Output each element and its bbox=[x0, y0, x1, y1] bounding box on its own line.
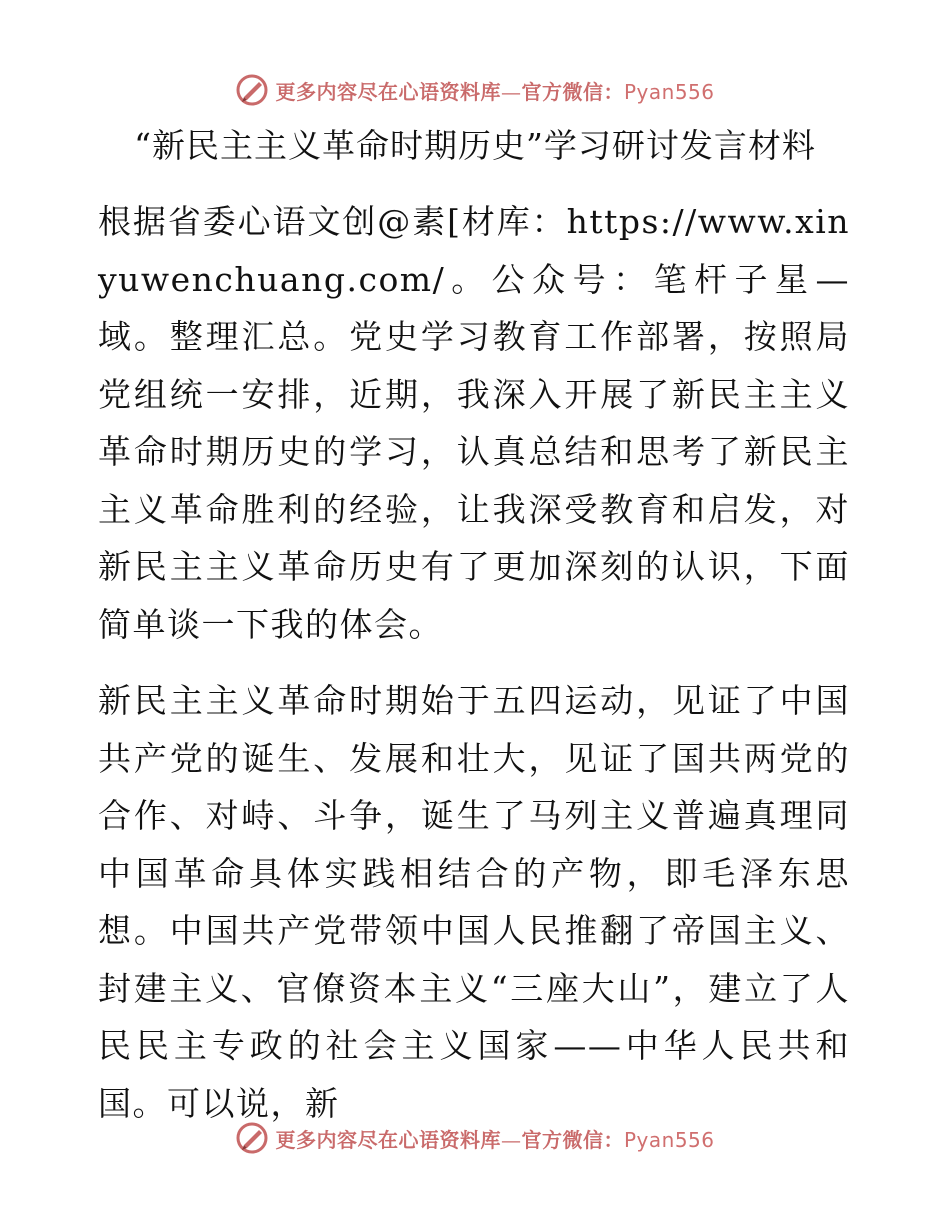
paragraph-2: 新民主主义革命时期始于五四运动，见证了中国共产党的诞生、发展和壮大，见证了国共两党的合作、对峙、斗争，诞生了马列主义普遍真理同中国革命具体实践相结合的产物，即毛泽东思想。中国共产党带领中国人民推翻了帝国主义、封建主义、官僚资本主义“三座大山”，建立了人民民主专政的社会主义国家——中华人民共和国。可以说，新 bbox=[98, 681, 850, 1123]
pen-circle-logo-icon bbox=[235, 1121, 269, 1155]
pen-circle-logo-icon bbox=[235, 73, 269, 107]
watermark-banner-bottom bbox=[0, 1118, 950, 1158]
watermark-text: 更多内容尽在心语资料库—官方微信：Pyan556 bbox=[275, 1127, 715, 1152]
paragraph-1: 根据省委心语文创@素[材库：https://www.xinyuwenchuang.com/。公众号：笔杆子星—域。整理汇总。党史学习教育工作部署，按照局党组统一安排，近期，我深入开展了新民主主义革命时期历史的学习，认真总结和思考了新民主主义革命胜利的经验，让我深受教育和启发，对新民主主义革命历史有了更加深刻的认识，下面简单谈一下我的体会。 bbox=[98, 202, 850, 644]
watermark-banner-top bbox=[0, 70, 950, 110]
watermark-text: 更多内容尽在心语资料库—官方微信：Pyan556 bbox=[275, 79, 715, 104]
document-title: “新民主主义革命时期历史”学习研讨发言材料 bbox=[134, 126, 816, 165]
